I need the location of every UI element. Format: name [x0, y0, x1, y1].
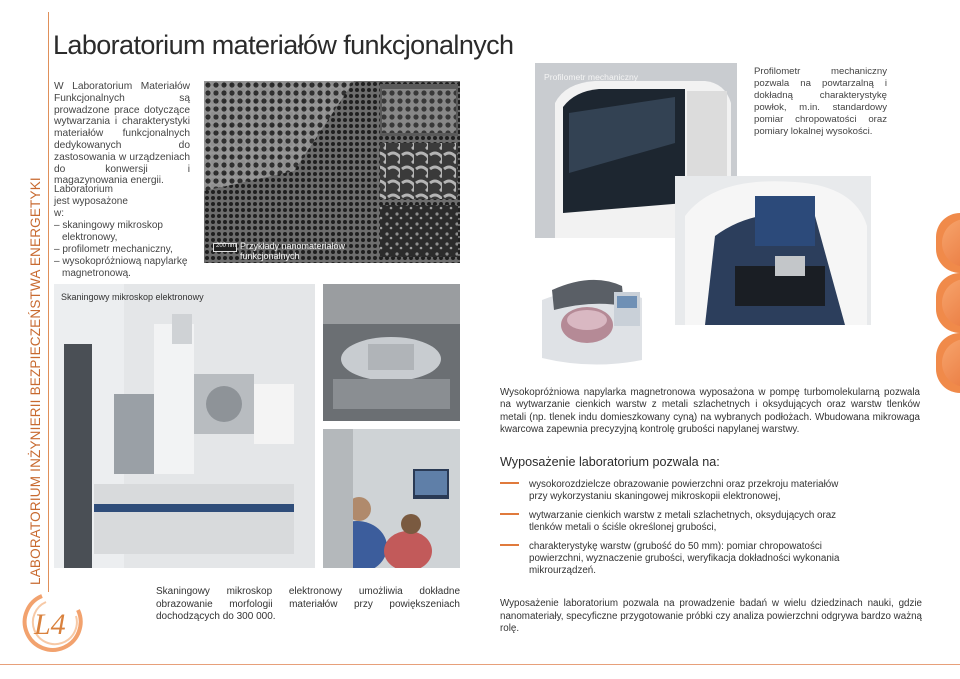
profilometer-open-photo [675, 176, 871, 325]
profilometer-description: Profilometr mechaniczny pozwala na powtarzalną i dokładną charakterystykę powłok, m.in. standardowy pomiar chropowatości oraz pomiary lokalnej wysokości. [754, 66, 887, 137]
bottom-rule [0, 664, 960, 665]
capability-text: wysokorozdzielcze obrazowanie powierzchni oraz przekroju materiałów przy wykorzystaniu skaningowej mikroskopii elektronowej, [529, 479, 839, 502]
sem-label: Skaningowy mikroskop elektronowy [61, 292, 204, 302]
profilometer-label: Profilometr mechaniczny [544, 72, 639, 82]
nanomaterials-caption: Przykłady nanomateriałów funkcjonalnych [240, 241, 346, 261]
equipment-item: – skaningowy mikroskop elektronowy, [54, 220, 163, 243]
capabilities-heading: Wyposażenie laboratorium pozwala na: [500, 455, 720, 469]
capability-item [500, 541, 850, 577]
capability-bullet [500, 544, 519, 546]
equipment-intro [54, 184, 204, 280]
capabilities-list [500, 479, 850, 584]
equipment-lead: Laboratorium jest wyposażone w: [54, 184, 128, 219]
capability-item [500, 479, 850, 503]
nanomaterials-photo [204, 81, 460, 263]
capability-bullet [500, 513, 519, 515]
sample-stage-photo [323, 284, 460, 421]
vertical-lab-title: LABORATORIUM INŻYNIERII BEZPIECZEŃSTWA ENERGETYKI [28, 177, 43, 585]
equipment-item: – wysokopróżniową napylarkę magnetronową. [54, 256, 188, 279]
capability-bullet [500, 482, 519, 484]
page-title: Laboratorium materiałów funkcjonalnych [53, 30, 514, 60]
lab-users-photo [323, 429, 460, 568]
badge-text: L4 [34, 608, 66, 641]
l4-badge [22, 590, 90, 652]
magnetron-description: Wysokopróżniowa napylarka magnetronowa wyposażona w pompę turbomolekularną pozwala na wytwarzanie cienkich warstw z metali szlachetnych i oksydujących oraz warstw tlenków metali (np. tlenek indu domieszkowany cyną) na wybranych podłożach. Wbudowana mikrowaga kwarcowa zapewnia precyzyjną kontrolę grubości napylanej warstwy. [500, 387, 920, 435]
capability-item [500, 510, 850, 534]
magnetron-sputter-photo [532, 270, 653, 372]
equipment-list [54, 220, 204, 280]
equipment-item: – profilometr mechaniczny, [54, 244, 173, 255]
scale-bar-label: 200 nm [216, 243, 237, 249]
sem-microscope-photo [54, 284, 315, 568]
scale-bar [213, 243, 237, 252]
page-tab [936, 333, 960, 393]
sem-caption: Skaningowy mikroskop elektronowy umożliwia dokładne obrazowanie morfologii materiałów przy powiększeniach dochodzących do 300 000. [156, 586, 460, 622]
capability-text: wytwarzanie cienkich warstw z metali szlachetnych, oksydujących oraz tlenków metali o ściśle określonej grubości, [529, 510, 837, 533]
capability-text: charakterystykę warstw (grubość do 50 mm): pomiar chropowatości powierzchni, wyznaczenie grubości, weryfikacja dokładności wykonania mikrourządzeń. [529, 541, 840, 576]
page-tab [936, 273, 960, 333]
page-tab [936, 213, 960, 273]
intro-paragraph: W Laboratorium Materiałów Funkcjonalnych są prowadzone prace dotyczące wytwarzania i charakterystyki materiałów funkcjonalnych dedykowanych do zastosowania w urządzeniach do konwersji i magazynowania energii. [54, 81, 190, 187]
closing-paragraph: Wyposażenie laboratorium pozwala na prowadzenie badań w wielu dziedzinach nauki, gdzie nanomateriały, specyficzne przygotowanie próbki czy analiza powierzchni odgrywa bardzo ważną rolę. [500, 598, 922, 634]
spine-line [48, 12, 49, 592]
